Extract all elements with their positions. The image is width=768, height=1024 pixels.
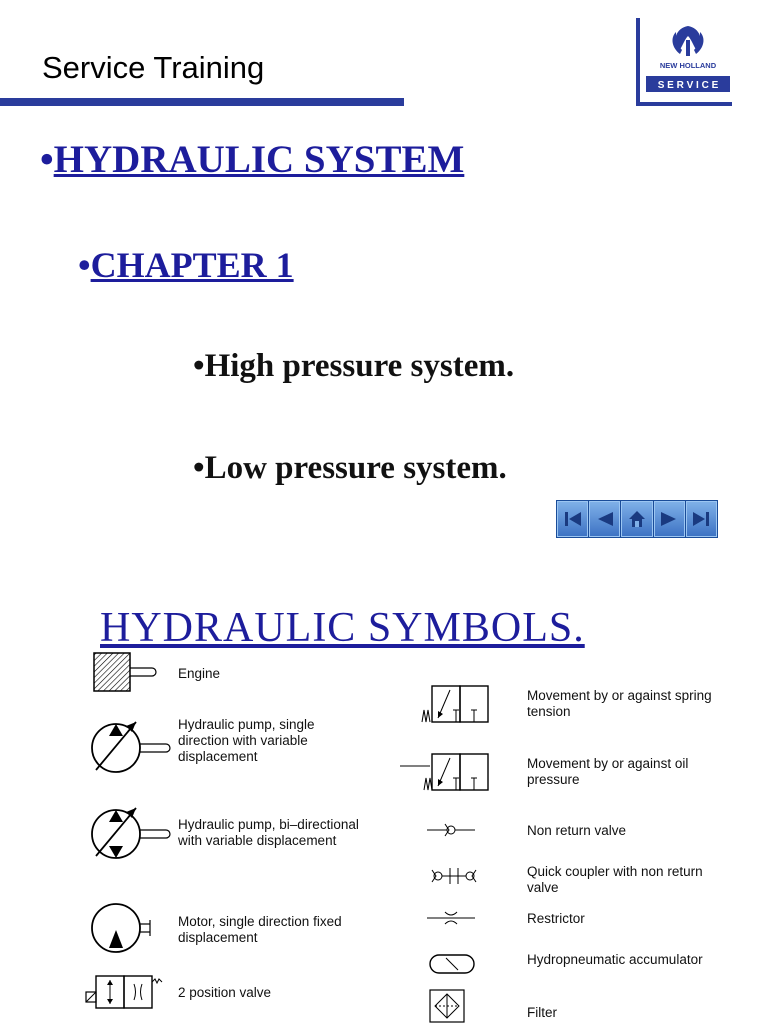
list-item — [193, 348, 514, 385]
bullet: • — [193, 348, 205, 384]
spring-tension-icon — [418, 680, 494, 726]
list-item-text: High pressure system. — [204, 348, 515, 384]
previous-slide-button[interactable] — [589, 501, 620, 537]
spring-tension-label: Movement by or against spring tension — [527, 688, 712, 719]
filter-label: Filter — [527, 1005, 557, 1020]
prev-icon — [594, 508, 616, 530]
oil-pressure-icon — [400, 748, 494, 794]
engine-symbol-icon — [92, 651, 164, 695]
list-item-text: Low pressure system. — [204, 450, 507, 486]
pump-bidirectional-label: Hydraulic pump, bi–directional with variable displacement — [178, 817, 359, 848]
home-icon — [626, 508, 648, 530]
section-heading — [40, 137, 464, 182]
two-position-valve-icon — [82, 970, 174, 1014]
symbols-title: HYDRAULIC SYMBOLS. — [100, 605, 585, 651]
logo-service-text: S E R V I C E — [657, 80, 719, 91]
list-item — [193, 450, 507, 487]
restrictor-icon — [425, 908, 477, 928]
bullet: • — [40, 138, 54, 181]
oil-pressure-label: Movement by or against oil pressure — [527, 756, 689, 787]
header-underline-bar — [0, 98, 404, 106]
home-button[interactable] — [621, 501, 652, 537]
quick-coupler-icon — [430, 864, 478, 888]
non-return-valve-label: Non return valve — [527, 823, 627, 838]
two-position-valve-label: 2 position valve — [178, 985, 272, 1000]
last-icon — [690, 508, 712, 530]
pump-single-label: Hydraulic pump, single direction with variable displacement — [178, 717, 315, 764]
restrictor-label: Restrictor — [527, 911, 585, 926]
engine-label: Engine — [178, 666, 221, 681]
bullet: • — [193, 450, 205, 486]
pump-bidirectional-variable-icon — [86, 800, 176, 870]
slide-navigation — [556, 500, 718, 538]
non-return-valve-icon — [425, 820, 477, 840]
motor-label: Motor, single direction fixed displacement — [178, 914, 342, 945]
motor-single-fixed-icon — [86, 898, 166, 958]
first-slide-button[interactable] — [557, 501, 588, 537]
accumulator-icon — [428, 952, 478, 976]
heading-link[interactable]: HYDRAULIC SYSTEM — [53, 138, 465, 181]
bullet: • — [78, 245, 91, 285]
next-icon — [658, 508, 680, 530]
new-holland-logo — [636, 18, 732, 106]
quick-coupler-label: Quick coupler with non return valve — [527, 864, 703, 895]
first-icon — [562, 508, 584, 530]
chapter-heading — [78, 244, 294, 286]
chapter-link[interactable]: CHAPTER 1 — [90, 245, 294, 285]
pump-single-variable-icon — [86, 712, 176, 782]
accumulator-label: Hydropneumatic accumulator — [527, 952, 703, 967]
page-title: Service Training — [42, 50, 265, 85]
logo-brand-text: NEW HOLLAND — [659, 61, 717, 70]
last-slide-button[interactable] — [686, 501, 717, 537]
next-slide-button[interactable] — [654, 501, 685, 537]
filter-icon — [428, 988, 468, 1024]
